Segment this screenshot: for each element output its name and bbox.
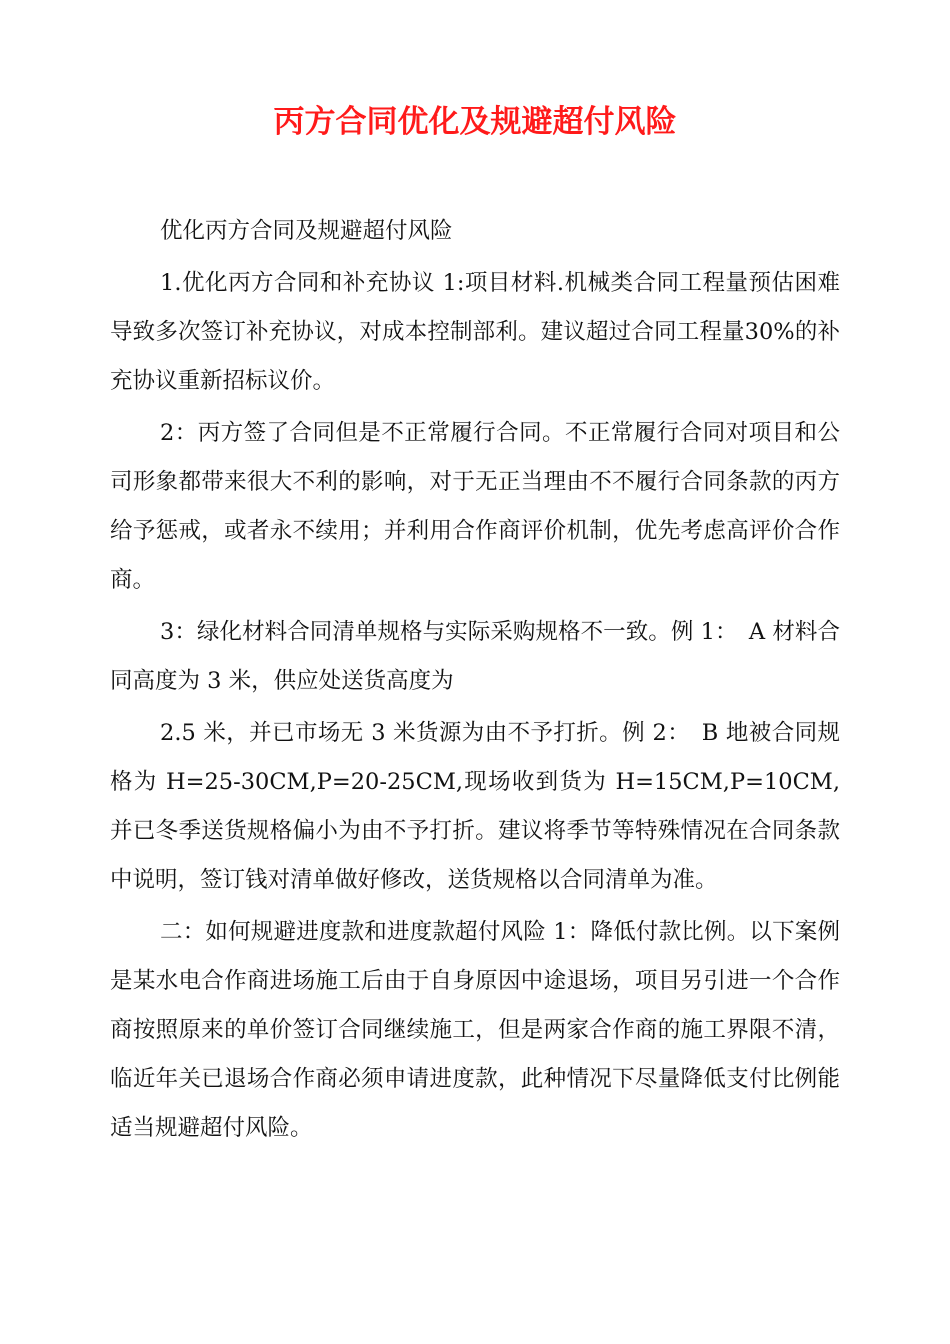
paragraph-subtitle: 优化丙方合同及规避超付风险 xyxy=(160,218,453,244)
document-body xyxy=(110,207,840,1156)
paragraph-3: 3：绿化材料合同清单规格与实际采购规格不一致。例 1： A 材料合同高度为 3 米，供应处送货高度为 xyxy=(110,619,840,694)
paragraph-4: 2.5 米，并已市场无 3 米货源为由不予打折。例 2： B 地被合同规格为 H=25-30CM,P=20-25CM,现场收到货为 H=15CM,P=10CM,并已冬季送货规格偏小为由不予打折。建议将季节等特殊情况在合同条款中说明，签订钱对清单做好修改，送货规格以合同清单为准。 xyxy=(110,720,840,893)
document-title: 丙方合同优化及规避超付风险 xyxy=(273,104,677,140)
paragraph-2: 2：丙方签了合同但是不正常履行合同。不正常履行合同对项目和公司形象都带来很大不利的影响，对于无正当理由不不履行合同条款的丙方给予惩戒，或者永不续用；并利用合作商评价机制，优先考虑高评价合作商。 xyxy=(110,420,840,593)
paragraph-5: 二：如何规避进度款和进度款超付风险 1：降低付款比例。以下案例是某水电合作商进场施工后由于自身原因中途退场，项目另引进一个合作商按照原来的单价签订合同继续施工，但是两家合作商的施工界限不清，临近年关已退场合作商必须申请进度款，此种情况下尽量降低支付比例能适当规避超付风险。 xyxy=(110,919,840,1141)
paragraph-1: 1.优化丙方合同和补充协议 1:项目材料.机械类合同工程量预估困难导致多次签订补充协议，对成本控制部利。建议超过合同工程量30%的补充协议重新招标议价。 xyxy=(110,270,840,394)
